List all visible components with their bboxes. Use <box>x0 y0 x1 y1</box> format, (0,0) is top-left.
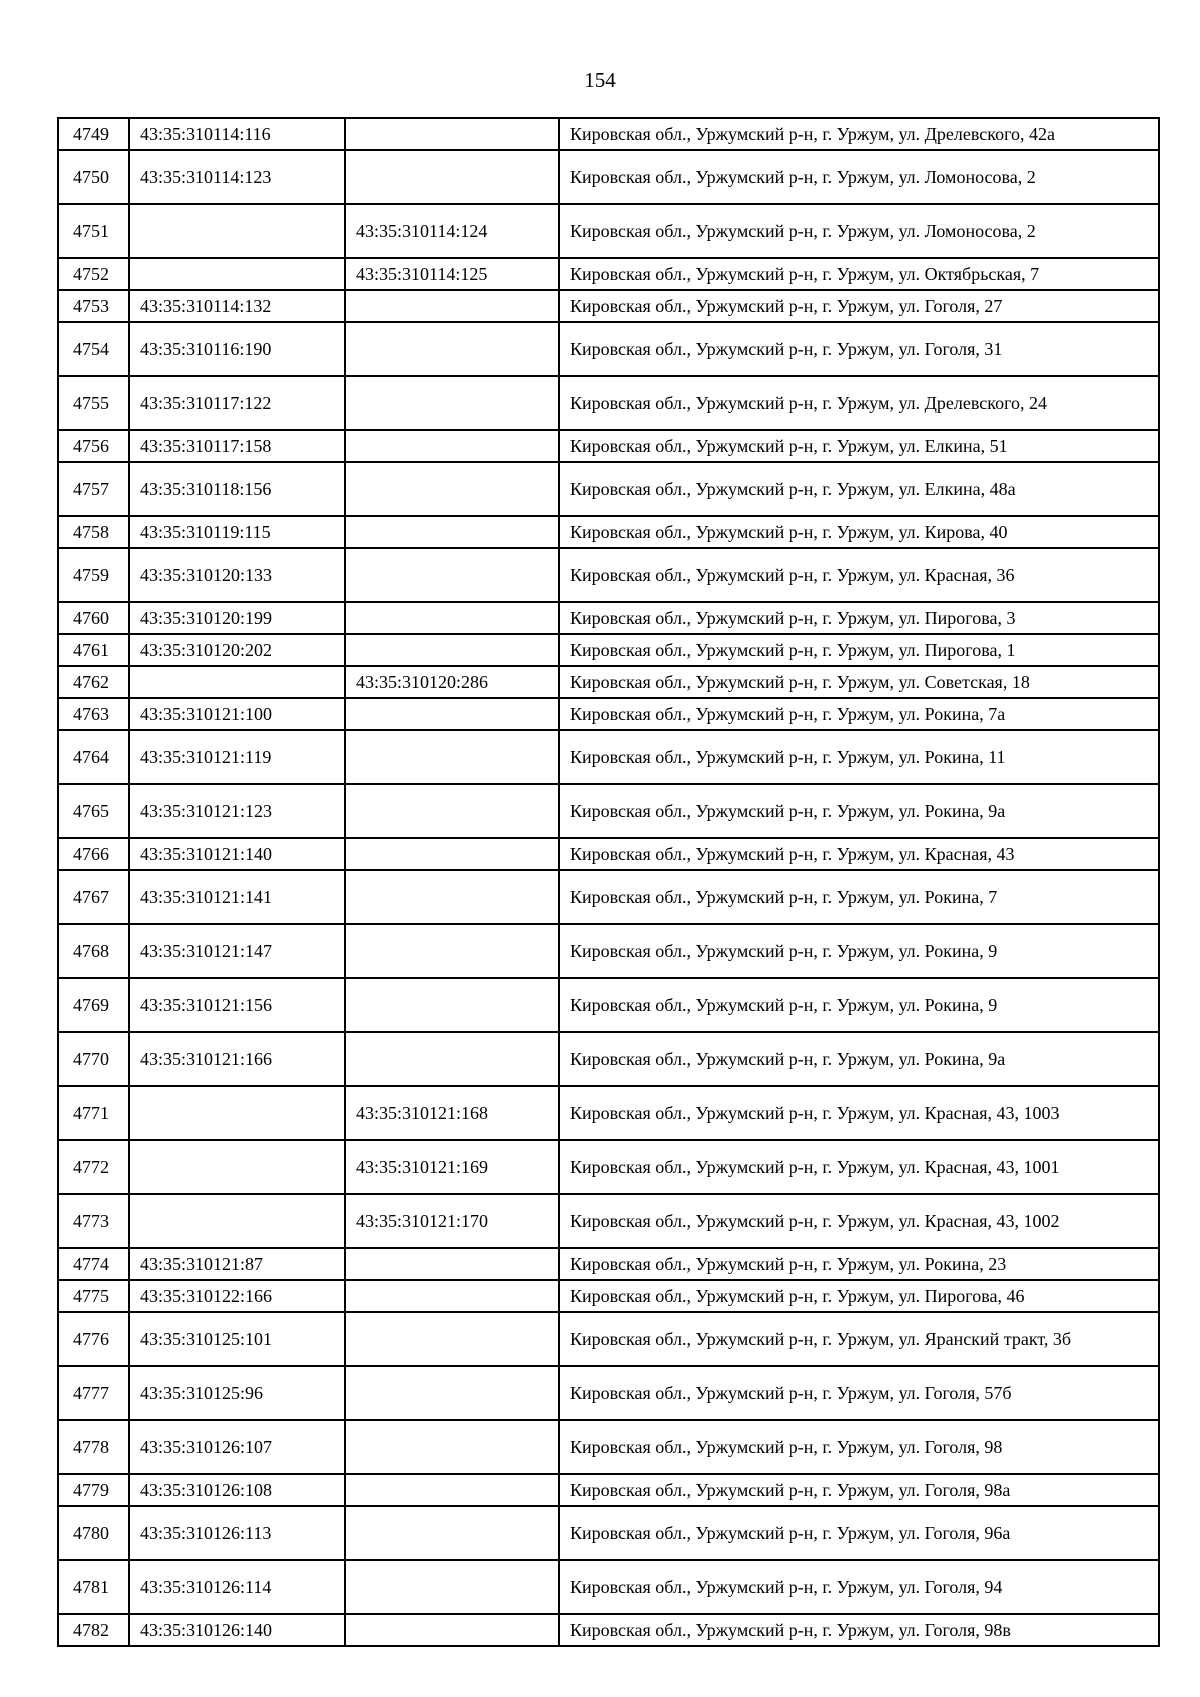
row-number-cell: 4772 <box>58 1140 129 1194</box>
cadastral-number-cell: 43:35:310121:166 <box>129 1032 345 1086</box>
building-cadastral-number-cell <box>345 462 559 516</box>
row-number-cell: 4764 <box>58 730 129 784</box>
row-number-cell: 4779 <box>58 1474 129 1506</box>
cadastral-number-cell: 43:35:310121:100 <box>129 698 345 730</box>
address-cell: Кировская обл., Уржумский р-н, г. Уржум, ул. Красная, 43, 1001 <box>559 1140 1159 1194</box>
cadastral-number-cell: 43:35:310121:87 <box>129 1248 345 1280</box>
building-cadastral-number-cell <box>345 1032 559 1086</box>
row-number-cell: 4769 <box>58 978 129 1032</box>
building-cadastral-number-cell <box>345 784 559 838</box>
cadastral-number-cell: 43:35:310125:101 <box>129 1312 345 1366</box>
row-number-cell: 4759 <box>58 548 129 602</box>
cadastral-number-cell: 43:35:310118:156 <box>129 462 345 516</box>
row-number-cell: 4781 <box>58 1560 129 1614</box>
address-cell: Кировская обл., Уржумский р-н, г. Уржум, ул. Красная, 36 <box>559 548 1159 602</box>
table-row <box>58 1140 1159 1194</box>
cadastral-number-cell: 43:35:310120:202 <box>129 634 345 666</box>
table-row <box>58 204 1159 258</box>
table-row <box>58 150 1159 204</box>
table-row <box>58 924 1159 978</box>
table-row <box>58 1474 1159 1506</box>
address-cell: Кировская обл., Уржумский р-н, г. Уржум, ул. Рокина, 7а <box>559 698 1159 730</box>
cadastral-number-cell: 43:35:310121:123 <box>129 784 345 838</box>
address-cell: Кировская обл., Уржумский р-н, г. Уржум, ул. Гоголя, 31 <box>559 322 1159 376</box>
address-cell: Кировская обл., Уржумский р-н, г. Уржум, ул. Рокина, 9 <box>559 978 1159 1032</box>
address-cell: Кировская обл., Уржумский р-н, г. Уржум, ул. Яранский тракт, 3б <box>559 1312 1159 1366</box>
row-number-cell: 4763 <box>58 698 129 730</box>
building-cadastral-number-cell <box>345 838 559 870</box>
cadastral-registry-table <box>57 117 1160 1647</box>
address-cell: Кировская обл., Уржумский р-н, г. Уржум, ул. Рокина, 9а <box>559 784 1159 838</box>
table-row <box>58 666 1159 698</box>
table-row <box>58 602 1159 634</box>
cadastral-number-cell: 43:35:310121:141 <box>129 870 345 924</box>
table-row <box>58 258 1159 290</box>
address-cell: Кировская обл., Уржумский р-н, г. Уржум, ул. Гоголя, 94 <box>559 1560 1159 1614</box>
building-cadastral-number-cell <box>345 150 559 204</box>
table-row <box>58 634 1159 666</box>
table-row <box>58 322 1159 376</box>
building-cadastral-number-cell: 43:35:310114:124 <box>345 204 559 258</box>
table-row <box>58 1420 1159 1474</box>
building-cadastral-number-cell <box>345 290 559 322</box>
cadastral-number-cell: 43:35:310119:115 <box>129 516 345 548</box>
table-row <box>58 430 1159 462</box>
table-row <box>58 290 1159 322</box>
building-cadastral-number-cell <box>345 634 559 666</box>
cadastral-number-cell: 43:35:310122:166 <box>129 1280 345 1312</box>
cadastral-number-cell: 43:35:310121:140 <box>129 838 345 870</box>
cadastral-number-cell: 43:35:310126:114 <box>129 1560 345 1614</box>
row-number-cell: 4762 <box>58 666 129 698</box>
cadastral-number-cell: 43:35:310120:199 <box>129 602 345 634</box>
row-number-cell: 4770 <box>58 1032 129 1086</box>
address-cell: Кировская обл., Уржумский р-н, г. Уржум, ул. Гоголя, 96а <box>559 1506 1159 1560</box>
row-number-cell: 4771 <box>58 1086 129 1140</box>
building-cadastral-number-cell <box>345 1280 559 1312</box>
cadastral-number-cell: 43:35:310116:190 <box>129 322 345 376</box>
row-number-cell: 4765 <box>58 784 129 838</box>
building-cadastral-number-cell <box>345 1614 559 1646</box>
building-cadastral-number-cell <box>345 698 559 730</box>
table-row <box>58 548 1159 602</box>
row-number-cell: 4761 <box>58 634 129 666</box>
cadastral-number-cell: 43:35:310114:116 <box>129 118 345 150</box>
address-cell: Кировская обл., Уржумский р-н, г. Уржум, ул. Рокина, 9 <box>559 924 1159 978</box>
row-number-cell: 4751 <box>58 204 129 258</box>
row-number-cell: 4755 <box>58 376 129 430</box>
row-number-cell: 4773 <box>58 1194 129 1248</box>
address-cell: Кировская обл., Уржумский р-н, г. Уржум, ул. Рокина, 23 <box>559 1248 1159 1280</box>
cadastral-number-cell: 43:35:310114:123 <box>129 150 345 204</box>
row-number-cell: 4778 <box>58 1420 129 1474</box>
row-number-cell: 4777 <box>58 1366 129 1420</box>
table-row <box>58 838 1159 870</box>
address-cell: Кировская обл., Уржумский р-н, г. Уржум, ул. Елкина, 48а <box>559 462 1159 516</box>
address-cell: Кировская обл., Уржумский р-н, г. Уржум, ул. Ломоносова, 2 <box>559 204 1159 258</box>
address-cell: Кировская обл., Уржумский р-н, г. Уржум, ул. Гоголя, 98а <box>559 1474 1159 1506</box>
building-cadastral-number-cell <box>345 118 559 150</box>
cadastral-number-cell: 43:35:310126:108 <box>129 1474 345 1506</box>
table-row <box>58 784 1159 838</box>
building-cadastral-number-cell <box>345 1560 559 1614</box>
address-cell: Кировская обл., Уржумский р-н, г. Уржум, ул. Гоголя, 98 <box>559 1420 1159 1474</box>
table-row <box>58 870 1159 924</box>
table-row <box>58 1086 1159 1140</box>
table-row <box>58 376 1159 430</box>
building-cadastral-number-cell: 43:35:310121:170 <box>345 1194 559 1248</box>
address-cell: Кировская обл., Уржумский р-н, г. Уржум, ул. Дрелевского, 42а <box>559 118 1159 150</box>
building-cadastral-number-cell <box>345 1474 559 1506</box>
cadastral-number-cell: 43:35:310120:133 <box>129 548 345 602</box>
cadastral-number-cell <box>129 258 345 290</box>
row-number-cell: 4750 <box>58 150 129 204</box>
cadastral-number-cell: 43:35:310121:156 <box>129 978 345 1032</box>
cadastral-number-cell: 43:35:310126:107 <box>129 1420 345 1474</box>
table-row <box>58 1560 1159 1614</box>
address-cell: Кировская обл., Уржумский р-н, г. Уржум, ул. Гоголя, 98в <box>559 1614 1159 1646</box>
cadastral-number-cell: 43:35:310121:119 <box>129 730 345 784</box>
row-number-cell: 4754 <box>58 322 129 376</box>
address-cell: Кировская обл., Уржумский р-н, г. Уржум, ул. Красная, 43, 1003 <box>559 1086 1159 1140</box>
building-cadastral-number-cell <box>345 1420 559 1474</box>
row-number-cell: 4760 <box>58 602 129 634</box>
table-row <box>58 118 1159 150</box>
building-cadastral-number-cell: 43:35:310121:168 <box>345 1086 559 1140</box>
building-cadastral-number-cell <box>345 870 559 924</box>
table-row <box>58 462 1159 516</box>
building-cadastral-number-cell <box>345 602 559 634</box>
building-cadastral-number-cell <box>345 1366 559 1420</box>
address-cell: Кировская обл., Уржумский р-н, г. Уржум, ул. Советская, 18 <box>559 666 1159 698</box>
address-cell: Кировская обл., Уржумский р-н, г. Уржум, ул. Октябрьская, 7 <box>559 258 1159 290</box>
address-cell: Кировская обл., Уржумский р-н, г. Уржум, ул. Кирова, 40 <box>559 516 1159 548</box>
cadastral-number-cell: 43:35:310114:132 <box>129 290 345 322</box>
row-number-cell: 4758 <box>58 516 129 548</box>
table-row <box>58 1280 1159 1312</box>
address-cell: Кировская обл., Уржумский р-н, г. Уржум, ул. Дрелевского, 24 <box>559 376 1159 430</box>
building-cadastral-number-cell <box>345 322 559 376</box>
building-cadastral-number-cell <box>345 516 559 548</box>
address-cell: Кировская обл., Уржумский р-н, г. Уржум, ул. Пирогова, 3 <box>559 602 1159 634</box>
cadastral-number-cell: 43:35:310117:122 <box>129 376 345 430</box>
row-number-cell: 4757 <box>58 462 129 516</box>
building-cadastral-number-cell: 43:35:310114:125 <box>345 258 559 290</box>
table-row <box>58 698 1159 730</box>
building-cadastral-number-cell <box>345 978 559 1032</box>
address-cell: Кировская обл., Уржумский р-н, г. Уржум, ул. Пирогова, 1 <box>559 634 1159 666</box>
address-cell: Кировская обл., Уржумский р-н, г. Уржум, ул. Красная, 43, 1002 <box>559 1194 1159 1248</box>
address-cell: Кировская обл., Уржумский р-н, г. Уржум, ул. Рокина, 7 <box>559 870 1159 924</box>
row-number-cell: 4768 <box>58 924 129 978</box>
building-cadastral-number-cell <box>345 1506 559 1560</box>
address-cell: Кировская обл., Уржумский р-н, г. Уржум, ул. Гоголя, 57б <box>559 1366 1159 1420</box>
registry-table-body <box>58 118 1159 1646</box>
table-row <box>58 1032 1159 1086</box>
table-row <box>58 730 1159 784</box>
table-row <box>58 1312 1159 1366</box>
cadastral-number-cell <box>129 666 345 698</box>
address-cell: Кировская обл., Уржумский р-н, г. Уржум, ул. Ломоносова, 2 <box>559 150 1159 204</box>
page-number: 154 <box>584 68 616 92</box>
address-cell: Кировская обл., Уржумский р-н, г. Уржум, ул. Гоголя, 27 <box>559 290 1159 322</box>
building-cadastral-number-cell <box>345 730 559 784</box>
table-row <box>58 1366 1159 1420</box>
building-cadastral-number-cell <box>345 430 559 462</box>
cadastral-number-cell <box>129 204 345 258</box>
cadastral-number-cell: 43:35:310117:158 <box>129 430 345 462</box>
cadastral-number-cell: 43:35:310121:147 <box>129 924 345 978</box>
row-number-cell: 4766 <box>58 838 129 870</box>
cadastral-number-cell: 43:35:310125:96 <box>129 1366 345 1420</box>
building-cadastral-number-cell <box>345 1248 559 1280</box>
cadastral-number-cell <box>129 1140 345 1194</box>
table-row <box>58 1194 1159 1248</box>
address-cell: Кировская обл., Уржумский р-н, г. Уржум, ул. Рокина, 9а <box>559 1032 1159 1086</box>
cadastral-number-cell <box>129 1086 345 1140</box>
table-row <box>58 516 1159 548</box>
table-row <box>58 978 1159 1032</box>
row-number-cell: 4780 <box>58 1506 129 1560</box>
building-cadastral-number-cell <box>345 1312 559 1366</box>
address-cell: Кировская обл., Уржумский р-н, г. Уржум, ул. Елкина, 51 <box>559 430 1159 462</box>
row-number-cell: 4775 <box>58 1280 129 1312</box>
table-row <box>58 1248 1159 1280</box>
address-cell: Кировская обл., Уржумский р-н, г. Уржум, ул. Рокина, 11 <box>559 730 1159 784</box>
row-number-cell: 4753 <box>58 290 129 322</box>
row-number-cell: 4767 <box>58 870 129 924</box>
address-cell: Кировская обл., Уржумский р-н, г. Уржум, ул. Красная, 43 <box>559 838 1159 870</box>
building-cadastral-number-cell <box>345 548 559 602</box>
building-cadastral-number-cell <box>345 924 559 978</box>
cadastral-number-cell <box>129 1194 345 1248</box>
row-number-cell: 4756 <box>58 430 129 462</box>
cadastral-number-cell: 43:35:310126:113 <box>129 1506 345 1560</box>
address-cell: Кировская обл., Уржумский р-н, г. Уржум, ул. Пирогова, 46 <box>559 1280 1159 1312</box>
table-row <box>58 1614 1159 1646</box>
building-cadastral-number-cell: 43:35:310121:169 <box>345 1140 559 1194</box>
cadastral-number-cell: 43:35:310126:140 <box>129 1614 345 1646</box>
row-number-cell: 4776 <box>58 1312 129 1366</box>
building-cadastral-number-cell: 43:35:310120:286 <box>345 666 559 698</box>
row-number-cell: 4749 <box>58 118 129 150</box>
row-number-cell: 4774 <box>58 1248 129 1280</box>
table-row <box>58 1506 1159 1560</box>
building-cadastral-number-cell <box>345 376 559 430</box>
row-number-cell: 4782 <box>58 1614 129 1646</box>
row-number-cell: 4752 <box>58 258 129 290</box>
